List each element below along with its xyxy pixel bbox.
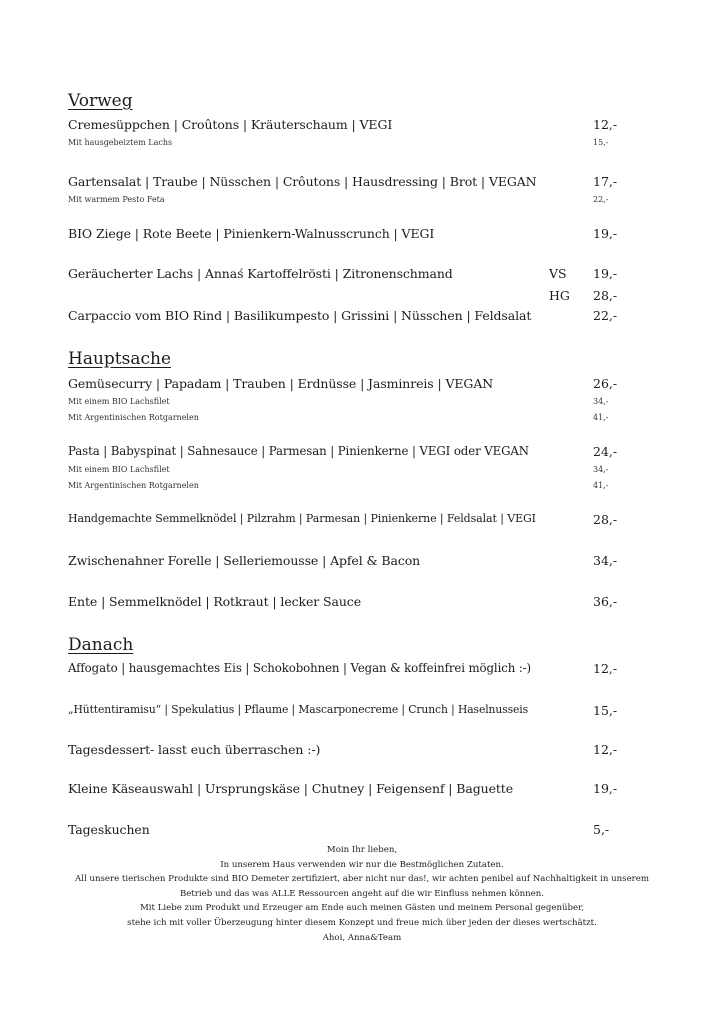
menu-item-name: Geräucherter Lachs | Annaś Kartoffelrösti | Zitronenschmand [68, 266, 453, 281]
menu-item-price: 19,- [593, 266, 618, 281]
menu-item-price: 24,- [593, 444, 618, 459]
menu-item-price: 12,- [593, 661, 618, 676]
menu-item-name: Tagesdessert- lasst euch überraschen :-) [68, 742, 321, 757]
menu-item-extra-price: 22,- [593, 195, 609, 204]
section-heading-hauptsache: Hauptsache [68, 349, 172, 369]
menu-item-price: 19,- [593, 781, 618, 796]
footer-line: stehe ich mit voller Überzeugung hinter diesem Konzept und freue mich über jeden der dieses wertschätzt. [127, 917, 597, 928]
menu-item-price: 36,- [593, 594, 618, 609]
menu-item-price: 26,- [593, 376, 618, 391]
footer-line: Mit Liebe zum Produkt und Erzeuger am Ende auch meinen Gästen und meinem Personal gegenüber, [139, 903, 585, 914]
menu-item-price: 12,- [593, 742, 618, 757]
menu-item-price: 34,- [593, 553, 618, 568]
menu-item-name: Handgemachte Semmelknödel | Pilzrahm | Parmesan | Pinienkerne | Feldsalat | VEGI [68, 512, 536, 525]
menu-item-name: Zwischenahner Forelle | Selleriemousse | Apfel & Bacon [68, 553, 421, 568]
footer-line: In unserem Haus verwenden wir nur die Bestmöglichen Zutaten. [220, 859, 504, 870]
section-heading-vorweg: Vorweg [68, 91, 133, 111]
menu-item-name: Affogato | hausgemachtes Eis | Schokobohnen | Vegan & koffeinfrei möglich :-) [68, 661, 532, 675]
menu-item-name: Ente | Semmelknödel | Rotkraut | lecker Sauce [68, 594, 361, 609]
menu-item-price: 17,- [593, 174, 618, 189]
portion-size-label: HG [549, 288, 570, 303]
menu-item-extra-price: 34,- [593, 397, 609, 406]
menu-item-name: „Hüttentiramisu“ | Spekulatius | Pflaume | Mascarponecreme | Crunch | Haselnusseis [68, 703, 529, 716]
menu-item-extra-price: 41,- [593, 413, 609, 422]
menu-item-name: Gemüsecurry | Papadam | Trauben | Erdnüsse | Jasminreis | VEGAN [68, 376, 494, 391]
footer-note [60, 843, 664, 945]
menu-item-price: 28,- [593, 288, 618, 303]
menu-item-extra-price: 41,- [593, 481, 609, 490]
menu-item-name: Pasta | Babyspinat | Sahnesauce | Parmesan | Pinienkerne | VEGI oder VEGAN [68, 444, 529, 458]
menu-item-extra-price: 15,- [593, 138, 609, 147]
menu-item-extra: Mit Argentinischen Rotgarnelen [68, 481, 199, 490]
menu-item-extra: Mit einem BIO Lachsfilet [68, 397, 170, 406]
menu-item-name: Kleine Käseauswahl | Ursprungskäse | Chutney | Feigensenf | Baguette [68, 781, 514, 796]
menu-item-price: 19,- [593, 226, 618, 241]
menu-item-price: 28,- [593, 512, 618, 527]
menu-item-name: Carpaccio vom BIO Rind | Basilikumpesto | Grissini | Nüsschen | Feldsalat [68, 308, 532, 323]
menu-item-extra: Mit einem BIO Lachsfilet [68, 465, 170, 474]
menu-item-name: Gartensalat | Traube | Nüsschen | Crôutons | Hausdressing | Brot | VEGAN [68, 174, 537, 189]
menu-item-name: BIO Ziege | Rote Beete | Pinienkern-Walnusscrunch | VEGI [68, 226, 435, 241]
footer-line: Moin Ihr lieben, [326, 845, 398, 855]
menu-item-price: 5,- [593, 822, 610, 837]
section-heading-danach: Danach [68, 635, 134, 655]
menu-item-price: 15,- [593, 703, 618, 718]
menu-item-extra: Mit hausgebeiztem Lachs [68, 138, 173, 147]
menu-item-extra-price: 34,- [593, 465, 609, 474]
portion-size-label: VS [549, 266, 567, 281]
footer-line: Betrieb und das was ALLE Ressourcen angeht auf die wir Einfluss nehmen können. [179, 888, 545, 899]
menu-item-name: Cremesüppchen | Croûtons | Kräuterschaum | VEGI [68, 117, 393, 132]
menu-item-extra: Mit Argentinischen Rotgarnelen [68, 413, 199, 422]
menu-item-price: 22,- [593, 308, 618, 323]
menu-item-price: 12,- [593, 117, 618, 132]
footer-line: All unsere tierischen Produkte sind BIO Demeter zertifiziert, aber nicht nur das!, wir achten penibel auf Nachhaltigkeit in unserem [74, 874, 649, 885]
menu-item-extra: Mit warmem Pesto Feta [68, 195, 165, 204]
menu-item-name: Tageskuchen [68, 822, 150, 837]
footer-signature: Ahoi, Anna&Team [322, 932, 402, 943]
